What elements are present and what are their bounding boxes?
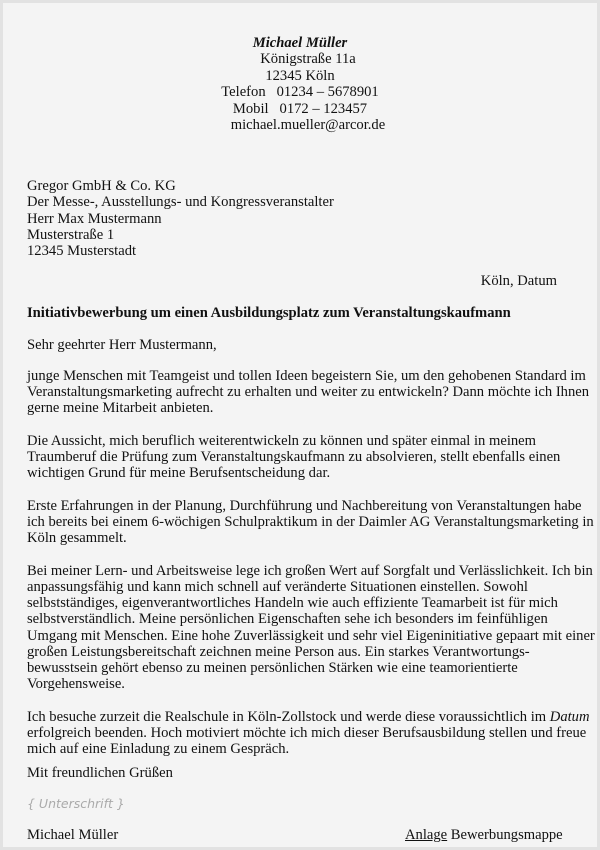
paragraph-3 bbox=[27, 497, 594, 547]
text-line: mich auf eine Einladung zu einem Gespräch. bbox=[27, 741, 290, 758]
text-line: Umgang mit Menschen. Eine hohe Zuverlässigkeit und sehr viel Eigeninitiative gepaart mit einer bbox=[27, 627, 595, 644]
sender-name: Michael Müller bbox=[252, 35, 348, 51]
text-line: großen Leistungsbereitschaft zeichnen meine Person aus. Ein starkes Verantwortungs- bbox=[27, 643, 530, 660]
recipient-person: Herr Max Mustermann bbox=[27, 210, 162, 227]
text-line: erfolgreich beenden. Hoch motiviert möchte ich mich dieser Berufsausbildung stellen und freue bbox=[27, 724, 587, 741]
text-line: wichtigen Grund für meine Berufsentscheidung dar. bbox=[27, 465, 331, 482]
recipient-city: 12345 Musterstadt bbox=[27, 243, 137, 260]
text-line: Die Aussicht, mich beruflich weiterentwickeln zu können und später einmal in meinem bbox=[27, 432, 537, 449]
paragraph-1 bbox=[27, 368, 590, 417]
text-line: gerne meine Mitarbeit anbieten. bbox=[27, 400, 214, 417]
text-line: ich bereits bei einem 6-wöchigen Schulpraktikum in der Daimler AG Veranstaltungsmarketing in bbox=[27, 514, 594, 531]
text-line: Vorgehensweise. bbox=[27, 676, 125, 693]
sender-street: Königstraße 11a bbox=[260, 51, 356, 68]
date-placeholder: Datum bbox=[549, 708, 590, 725]
text-line: Veranstaltungsmarketing aufrecht zu erhalten und weiter zu entwickeln? Dann möchte ich Ihnen bbox=[27, 384, 590, 401]
paragraph-2 bbox=[27, 433, 587, 482]
sender-phone: Telefon 01234 – 5678901 bbox=[221, 84, 379, 101]
recipient-street: Musterstraße 1 bbox=[27, 226, 115, 243]
sender-mobile: Mobil 0172 – 123457 bbox=[232, 100, 368, 117]
recipient-address bbox=[27, 178, 334, 259]
letter-date: Köln, Datum bbox=[480, 273, 557, 289]
text-line: Köln gesammelt. bbox=[27, 530, 127, 547]
text-segment: Ich besuche zurzeit die Realschule in Köln-Zollstock und werde diese voraussichtlich im bbox=[27, 708, 550, 725]
text-line: anpassungsfähig und kann mich schnell auf veränderte Situationen einstellen. Sowohl bbox=[27, 578, 528, 595]
paragraph-4 bbox=[27, 562, 595, 693]
letter-body bbox=[27, 368, 595, 774]
text-line: Bei meiner Lern- und Arbeitsweise lege ich großen Wert auf Sorgfalt und Verlässlichkeit. Ich bin bbox=[27, 562, 593, 579]
attachment-label: Anlage bbox=[405, 827, 448, 843]
paragraph-5 bbox=[27, 708, 590, 758]
letter-subject: Initiativbewerbung um einen Ausbildungsplatz zum Veranstaltungskaufmann bbox=[27, 305, 511, 321]
signature-placeholder: { Unterschrift } bbox=[27, 796, 125, 811]
salutation: Sehr geehrter Herr Mustermann, bbox=[27, 337, 217, 353]
attachment-note bbox=[405, 827, 563, 844]
sender-block bbox=[3, 35, 597, 133]
signer-name: Michael Müller bbox=[27, 827, 119, 843]
text-line: Traumberuf die Prüfung zum Veranstaltungskaufmann zu absolvieren, stellt ebenfalls einen bbox=[27, 449, 561, 466]
text-line: selbstverständlich. Meine persönlichen Eigenschaften sehe ich besonders im feinfühligen bbox=[27, 611, 548, 628]
recipient-company: Gregor GmbH & Co. KG bbox=[27, 178, 176, 194]
closing: Mit freundlichen Grüßen bbox=[27, 765, 173, 781]
sender-city: 12345 Köln bbox=[265, 67, 335, 84]
text-line bbox=[27, 708, 590, 725]
text-line: junge Menschen mit Teamgeist und tollen Ideen begeistern Sie, um den gehobenen Standard im bbox=[27, 368, 586, 384]
recipient-company-desc: Der Messe-, Ausstellungs- und Kongressveranstalter bbox=[27, 194, 334, 211]
attachment-text: Bewerbungsmappe bbox=[447, 827, 563, 843]
text-line: Erste Erfahrungen in der Planung, Durchführung und Nachbereitung von Veranstaltungen habe bbox=[27, 497, 582, 514]
text-line: selbstständiges, eigenverantwortliches Handeln wie auch effiziente Teamarbeit ist für mich bbox=[27, 595, 558, 612]
text-line: bewusstsein gehört ebenso zu meinen persönlichen Stärken wie eine teamorientierte bbox=[27, 659, 518, 676]
sender-email: michael.mueller@arcor.de bbox=[230, 117, 386, 134]
